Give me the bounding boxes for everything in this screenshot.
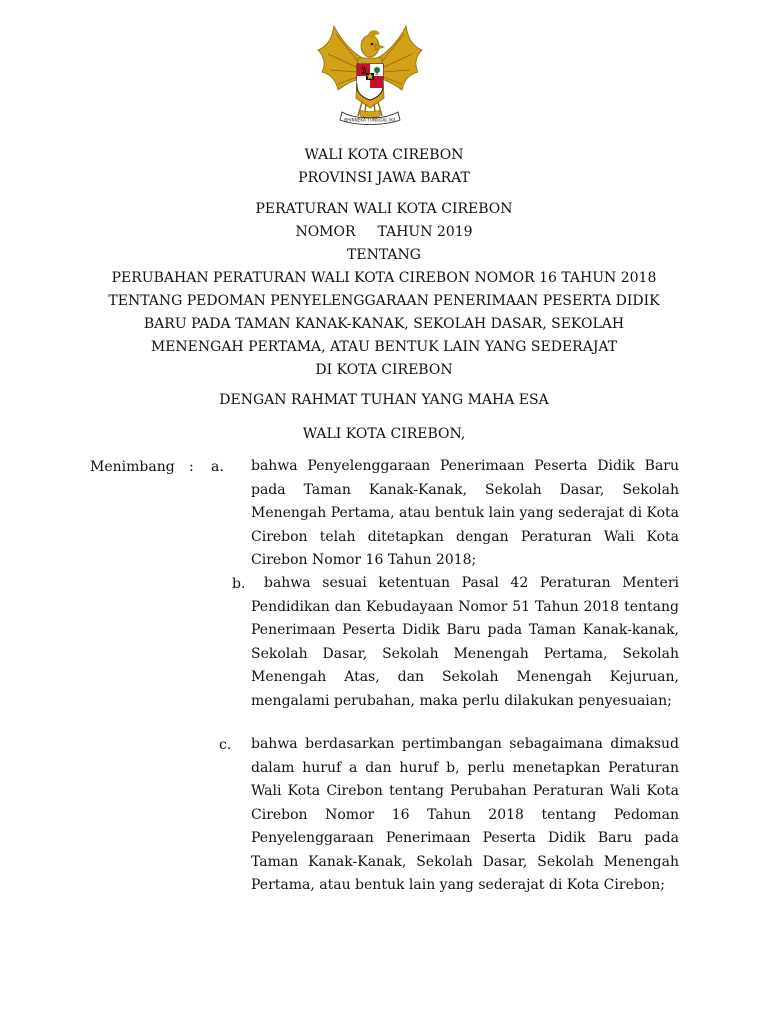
subject-line: PERUBAHAN PERATURAN WALI KOTA CIREBON NOMOR 16 TAHUN 2018	[111, 270, 657, 286]
garuda-pancasila-emblem	[314, 20, 426, 128]
subject-line: MENENGAH PERTAMA, ATAU BENTUK LAIN YANG SEDERAJAT	[150, 339, 618, 355]
province-header: PROVINSI JAWA BARAT	[298, 170, 470, 186]
issuer-header: WALI KOTA CIREBON	[304, 147, 464, 163]
regulation-number	[0, 223, 768, 241]
subject-line: TENTANG PEDOMAN PENYELENGGARAAN PENERIMAAN PESERTA DIDIK	[108, 293, 660, 309]
considering-item-c: bahwa berdasarkan pertimbangan sebagaimana dimaksud dalam huruf a dan huruf b, perlu menetapkan Peraturan Wali Kota Cirebon tentang Perubahan Peraturan Wali Kota Cirebon Nomor 16 Tahun 2018 tentang Pedoman Penyelenggaraan Penerimaan Peserta Didik Baru pada Taman Kanak-Kanak, Sekolah Dasar, Sekolah Menengah Pertama, atau bentuk lain yang sederajat di Kota Cirebon;	[251, 736, 679, 893]
considering-colon: :	[189, 459, 194, 475]
subject-line: BARU PADA TAMAN KANAK-KANAK, SEKOLAH DASAR, SEKOLAH	[143, 316, 625, 332]
considering-item-a: bahwa Penyelenggaraan Penerimaan Peserta Didik Baru pada Taman Kanak-Kanak, Sekolah Dasar, Sekolah Menengah Pertama, atau bentuk lain yang sederajat di Kota Cirebon telah ditetapkan dengan Peraturan Wali Kota Cirebon Nomor 16 Tahun 2018;	[251, 458, 679, 568]
considering-label: Menimbang	[90, 459, 175, 475]
year-label: TAHUN 2019	[377, 224, 473, 240]
emblem-motto: BHINNEKA TUNGGAL IKA	[344, 117, 396, 123]
number-label: NOMOR	[295, 224, 356, 240]
about-label: TENTANG	[347, 247, 421, 263]
considering-item-b: bahwa sesuai ketentuan Pasal 42 Peraturan Menteri Pendidikan dan Kebudayaan Nomor 51 Tahun 2018 tentang Penerimaan Peserta Didik Baru pada Taman Kanak-kanak, Sekolah Dasar, Sekolah Menengah Pertama, Sekolah Menengah Atas, dan Sekolah Menengah Kejuruan, mengalami perubahan, maka perlu dilakukan penyesuaian;	[251, 575, 679, 709]
blessing-line: DENGAN RAHMAT TUHAN YANG MAHA ESA	[219, 392, 549, 408]
item-letter-a: a.	[211, 459, 224, 475]
regulation-title: PERATURAN WALI KOTA CIREBON	[255, 201, 513, 217]
issuer-line: WALI KOTA CIREBON,	[302, 426, 466, 442]
subject-line: DI KOTA CIREBON	[315, 362, 453, 378]
item-letter-b: b.	[232, 576, 246, 592]
item-letter-c: c.	[219, 737, 232, 753]
